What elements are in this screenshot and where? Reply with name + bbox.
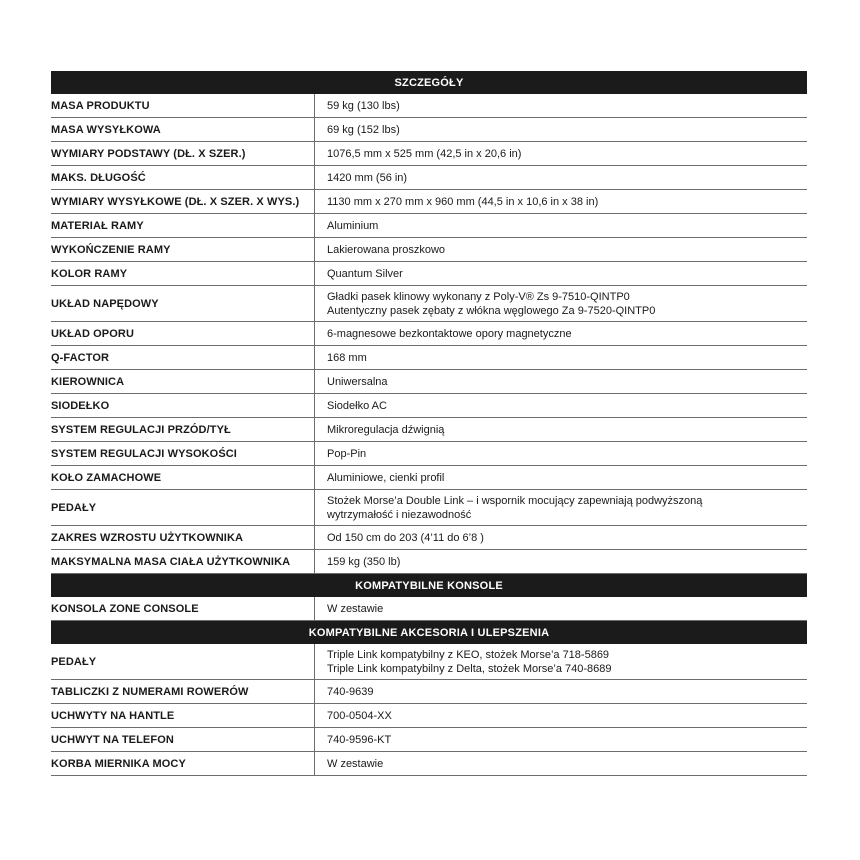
spec-value (315, 752, 807, 775)
spec-value (315, 728, 807, 751)
spec-value-line: 6-magnesowe bezkontaktowe opory magnetyczne (327, 327, 572, 340)
spec-row (51, 238, 807, 262)
spec-value-line: 1076,5 mm x 525 mm (42,5 in x 20,6 in) (327, 147, 522, 160)
spec-value-line: W zestawie (327, 757, 384, 770)
spec-value-line: 700-0504-XX (327, 709, 392, 722)
spec-value-line: Lakierowana proszkowo (327, 243, 446, 256)
spec-label: KOLOR RAMY (51, 262, 315, 285)
spec-row (51, 346, 807, 370)
spec-value (315, 346, 807, 369)
spec-label: WYMIARY WYSYŁKOWE (DŁ. X SZER. X WYS.) (51, 190, 315, 213)
spec-label: SYSTEM REGULACJI PRZÓD/TYŁ (51, 418, 315, 441)
spec-row (51, 752, 807, 776)
spec-value-line: Uniwersalna (327, 375, 388, 388)
spec-value (315, 142, 807, 165)
spec-label: WYMIARY PODSTAWY (DŁ. X SZER.) (51, 142, 315, 165)
spec-value-line: Stożek Morse’a Double Link – i wspornik mocujący zapewniają podwyższoną (327, 494, 703, 507)
spec-value (315, 322, 807, 345)
spec-row (51, 118, 807, 142)
spec-value-line: 168 mm (327, 351, 367, 364)
spec-label: UKŁAD NAPĘDOWY (51, 286, 315, 321)
spec-label: ZAKRES WZROSTU UŻYTKOWNIKA (51, 526, 315, 549)
spec-label: UKŁAD OPORU (51, 322, 315, 345)
spec-row (51, 94, 807, 118)
spec-value-line: 740-9639 (327, 685, 374, 698)
spec-row (51, 442, 807, 466)
spec-value-line: Mikroregulacja dźwignią (327, 423, 445, 436)
spec-label: Q-FACTOR (51, 346, 315, 369)
spec-value-line: Od 150 cm do 203 (4’11 do 6’8 ) (327, 531, 484, 544)
spec-row (51, 597, 807, 621)
spec-label: TABLICZKI Z NUMERAMI ROWERÓW (51, 680, 315, 703)
spec-row (51, 490, 807, 526)
spec-value (315, 526, 807, 549)
spec-row (51, 644, 807, 680)
spec-value (315, 118, 807, 141)
spec-row (51, 704, 807, 728)
spec-label: KOŁO ZAMACHOWE (51, 466, 315, 489)
spec-value (315, 262, 807, 285)
spec-value (315, 394, 807, 417)
spec-value-line: 1420 mm (56 in) (327, 171, 408, 184)
spec-row (51, 286, 807, 322)
spec-label: KIEROWNICA (51, 370, 315, 393)
spec-value (315, 214, 807, 237)
spec-value (315, 418, 807, 441)
spec-value (315, 550, 807, 573)
spec-label: WYKOŃCZENIE RAMY (51, 238, 315, 261)
spec-row (51, 550, 807, 574)
spec-value-line: W zestawie (327, 602, 384, 615)
spec-label: PEDAŁY (51, 644, 315, 679)
spec-label: MAKS. DŁUGOŚĆ (51, 166, 315, 189)
spec-row (51, 322, 807, 346)
spec-label: MATERIAŁ RAMY (51, 214, 315, 237)
spec-row (51, 418, 807, 442)
spec-row (51, 680, 807, 704)
spec-value-line: Aluminiowe, cienki profil (327, 471, 445, 484)
spec-value (315, 370, 807, 393)
spec-value (315, 704, 807, 727)
spec-row (51, 262, 807, 286)
section-header: KOMPATYBILNE KONSOLE (51, 574, 807, 597)
section-header: SZCZEGÓŁY (51, 71, 807, 94)
spec-row (51, 166, 807, 190)
spec-value (315, 644, 807, 679)
spec-value-line: 1130 mm x 270 mm x 960 mm (44,5 in x 10,6 in x 38 in) (327, 195, 599, 208)
spec-value (315, 490, 807, 525)
spec-value-line: Triple Link kompatybilny z KEO, stożek Morse’a 718-5869 (327, 648, 610, 661)
spec-value-line: wytrzymałość i niezawodność (327, 508, 472, 521)
spec-label: UCHWYTY NA HANTLE (51, 704, 315, 727)
spec-value-line: Aluminium (327, 219, 379, 232)
spec-label: SYSTEM REGULACJI WYSOKOŚCI (51, 442, 315, 465)
spec-value-line: Siodełko AC (327, 399, 387, 412)
spec-label: MAKSYMALNA MASA CIAŁA UŻYTKOWNIKA (51, 550, 315, 573)
spec-value (315, 166, 807, 189)
spec-value-line: Gładki pasek klinowy wykonany z Poly-V® Zs 9-7510-QINTP0 (327, 290, 630, 303)
spec-label: UCHWYT NA TELEFON (51, 728, 315, 751)
spec-row (51, 728, 807, 752)
spec-row (51, 190, 807, 214)
spec-value (315, 597, 807, 620)
spec-value-line: Pop-Pin (327, 447, 367, 460)
spec-value (315, 680, 807, 703)
spec-value (315, 286, 807, 321)
spec-table (51, 71, 807, 776)
spec-value (315, 190, 807, 213)
spec-row (51, 142, 807, 166)
spec-row (51, 526, 807, 550)
spec-row (51, 394, 807, 418)
spec-value-line: 59 kg (130 lbs) (327, 99, 400, 112)
spec-value (315, 466, 807, 489)
spec-row (51, 214, 807, 238)
spec-label: SIODEŁKO (51, 394, 315, 417)
spec-label: MASA WYSYŁKOWA (51, 118, 315, 141)
spec-value-line: 69 kg (152 lbs) (327, 123, 400, 136)
spec-row (51, 370, 807, 394)
spec-label: KORBA MIERNIKA MOCY (51, 752, 315, 775)
spec-value-line: Quantum Silver (327, 267, 403, 280)
spec-value (315, 442, 807, 465)
spec-label: MASA PRODUKTU (51, 94, 315, 117)
spec-value-line: Triple Link kompatybilny z Delta, stożek Morse’a 740-8689 (327, 662, 612, 675)
spec-value (315, 238, 807, 261)
spec-label: KONSOLA ZONE CONSOLE (51, 597, 315, 620)
spec-value (315, 94, 807, 117)
spec-value-line: Autentyczny pasek zębaty z włókna węglowego Za 9-7520-QINTP0 (327, 304, 656, 317)
spec-row (51, 466, 807, 490)
spec-value-line: 740-9596-KT (327, 733, 392, 746)
spec-value-line: 159 kg (350 lb) (327, 555, 401, 568)
section-header: KOMPATYBILNE AKCESORIA I ULEPSZENIA (51, 621, 807, 644)
spec-label: PEDAŁY (51, 490, 315, 525)
